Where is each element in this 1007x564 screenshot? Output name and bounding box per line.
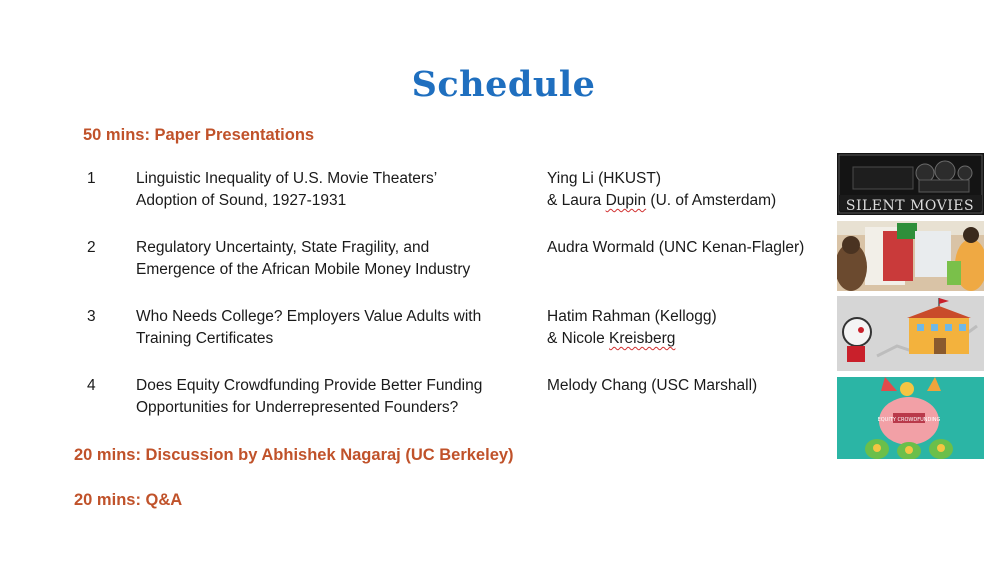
paper-authors: Audra Wormald (UNC Kenan-Flagler)	[547, 239, 805, 256]
paper-number: 3	[87, 308, 96, 325]
paper-number: 4	[87, 377, 96, 394]
page-title: Schedule	[411, 64, 596, 105]
equity-crowdfunding-image	[837, 377, 984, 459]
paper-title: Does Equity Crowdfunding Provide Better Funding Opportunities for Underrepresented Founders?	[136, 377, 483, 416]
spellcheck-word: Kreisberg	[609, 330, 676, 347]
paper-authors: Hatim Rahman (Kellogg) & Nicole Kreisberg	[547, 308, 717, 347]
paper-number: 2	[87, 239, 96, 256]
section-paper-presentations: 50 mins: Paper Presentations	[83, 126, 315, 144]
paper-authors: Ying Li (HKUST) & Laura Dupin (U. of Amsterdam)	[547, 170, 777, 209]
paper-authors: Melody Chang (USC Marshall)	[547, 377, 758, 394]
paper-title: Regulatory Uncertainty, State Fragility, and Emergence of the African Mobile Money Industry	[136, 239, 471, 278]
mobile-money-image	[837, 221, 984, 291]
paper-number: 1	[87, 170, 96, 187]
spellcheck-word: Dupin	[605, 192, 647, 209]
paper-title: Who Needs College? Employers Value Adults with Training Certificates	[136, 308, 482, 347]
section-discussion: 20 mins: Discussion by Abhishek Nagaraj (UC Berkeley)	[74, 446, 514, 464]
silent-movies-image	[837, 153, 984, 215]
section-qa: 20 mins: Q&A	[74, 491, 183, 509]
college-robot-image	[837, 296, 984, 371]
crowdfunding-label: EQUITY CROWDFUNDING	[877, 417, 941, 423]
silent-movies-caption: SILENT MOVIES	[845, 198, 975, 214]
paper-title: Linguistic Inequality of U.S. Movie Theaters’ Adoption of Sound, 1927-1931	[136, 170, 438, 209]
